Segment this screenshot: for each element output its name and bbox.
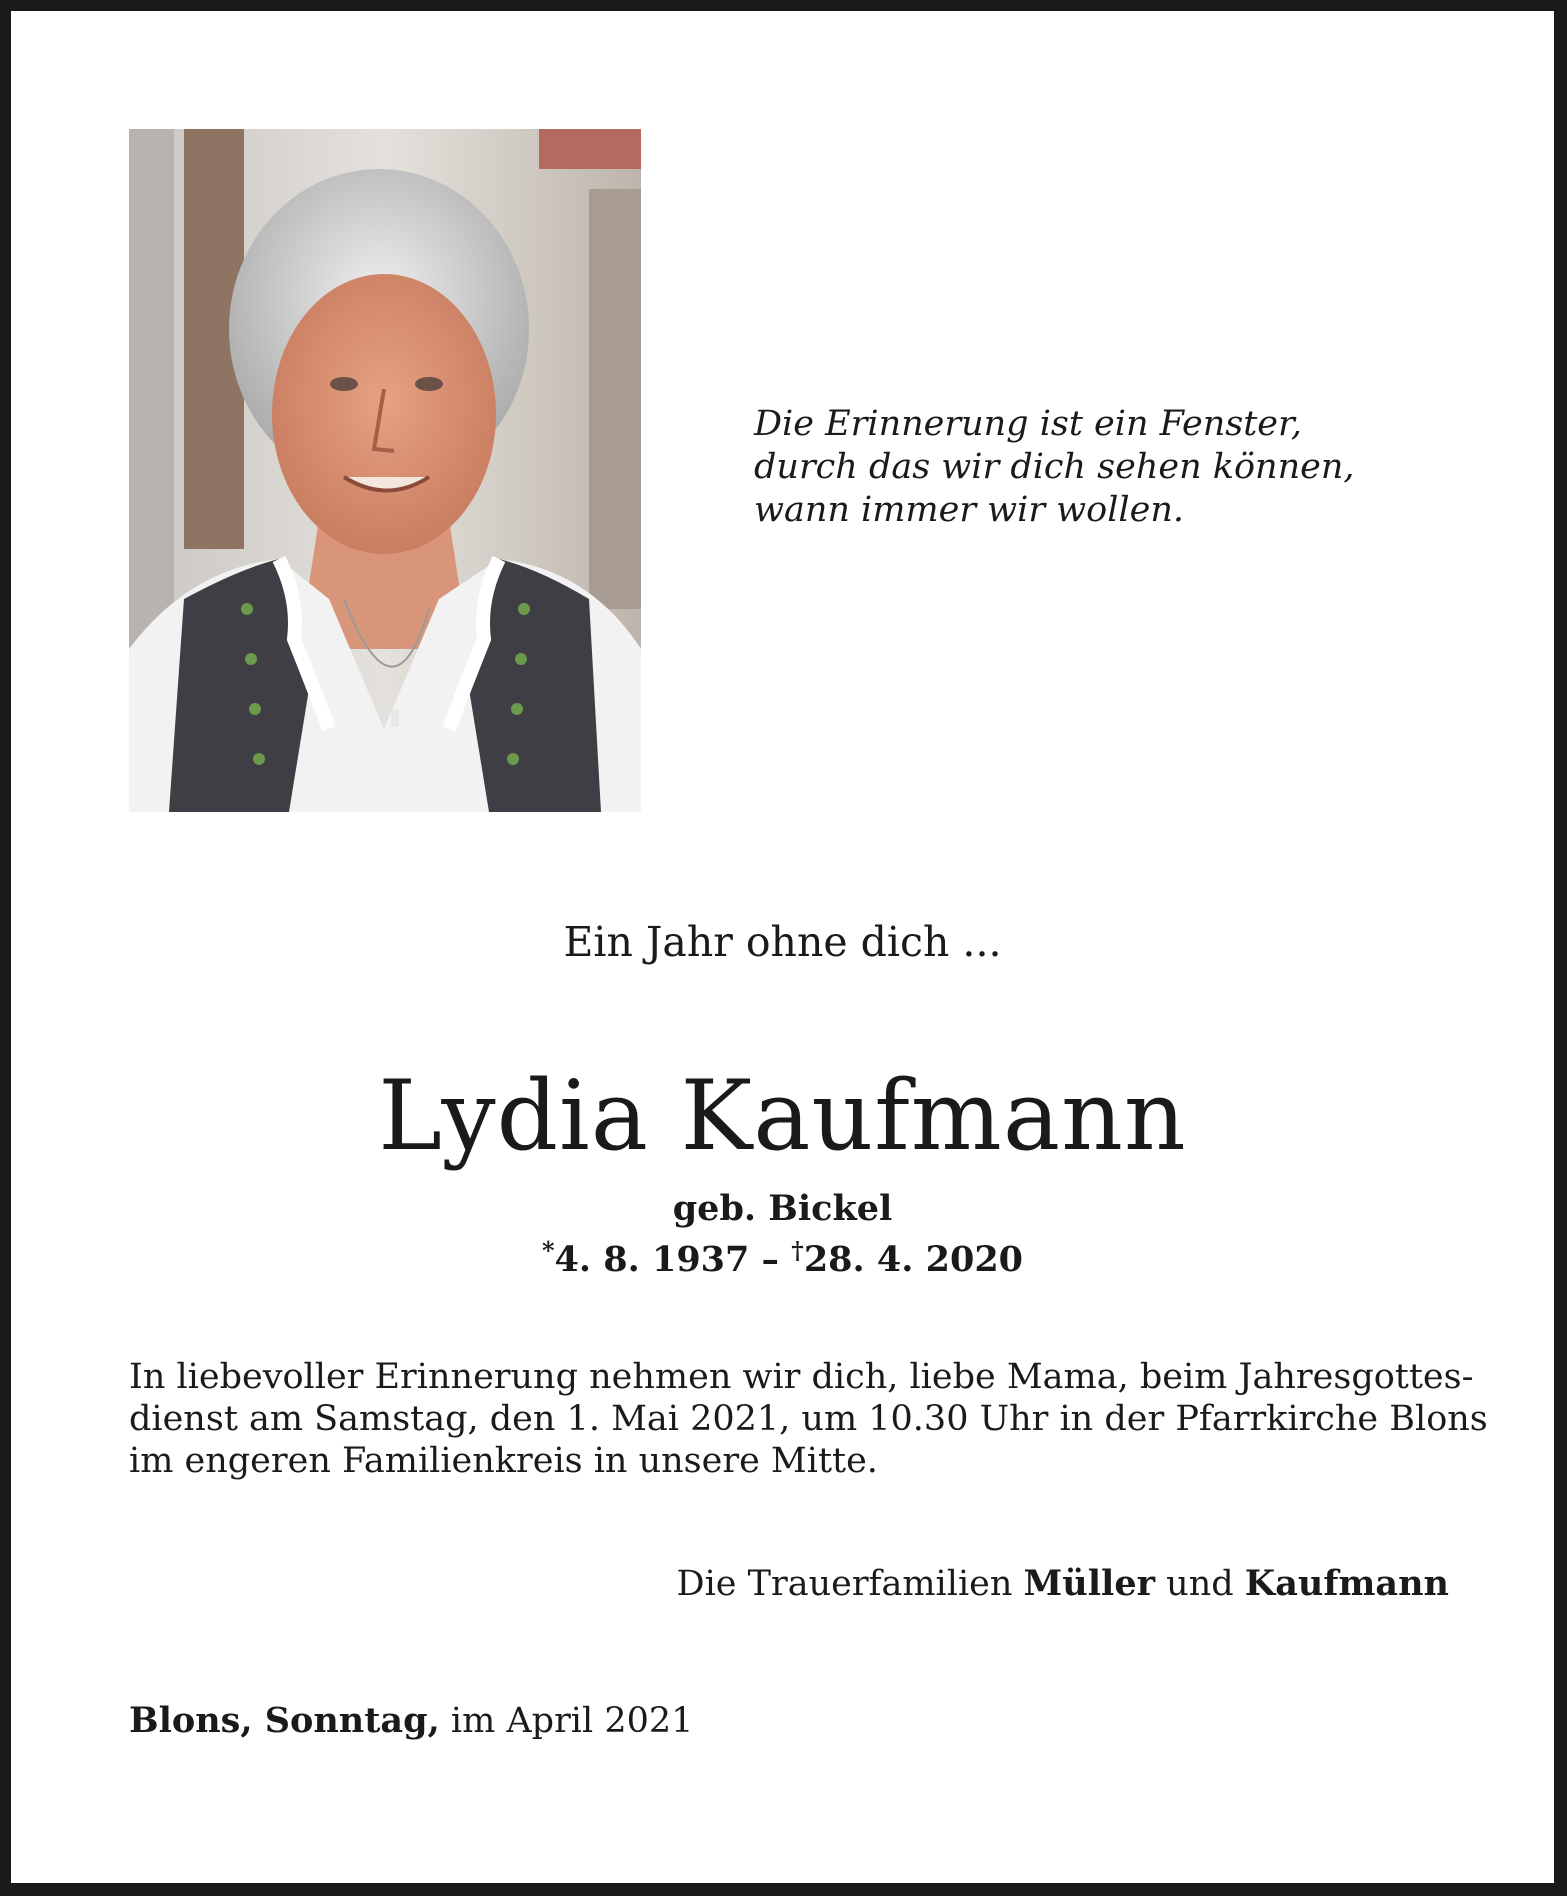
- death-date: 28. 4. 2020: [803, 1239, 1024, 1280]
- announcement-line: In liebevoller Erinnerung nehmen wir dich, liebe Mama, beim Jahresgottes-: [129, 1357, 1474, 1397]
- announcement-line: dienst am Samstag, den 1. Mai 2021, um 10.30 Uhr in der Pfarrkirche Blons: [129, 1399, 1488, 1439]
- place-name: Blons, Sonntag,: [129, 1700, 440, 1741]
- quote-line: Die Erinnerung ist ein Fenster,: [754, 404, 1303, 444]
- memorial-announcement: [129, 1356, 1488, 1482]
- quote-line: wann immer wir wollen.: [754, 490, 1184, 530]
- family-signoff: [129, 1562, 1449, 1606]
- date-separator: –: [749, 1239, 792, 1280]
- announcement-line: im engeren Familienkreis in unsere Mitte.: [129, 1441, 878, 1481]
- quote-line: durch das wir dich sehen können,: [754, 447, 1355, 487]
- deceased-name: Lydia Kaufmann: [378, 1060, 1187, 1172]
- maiden-name: geb. Bickel: [672, 1188, 893, 1229]
- portrait-photo: [129, 129, 641, 812]
- memorial-quote: [754, 403, 1374, 532]
- publication-date: im April 2021: [439, 1701, 694, 1741]
- life-dates: [11, 1229, 1554, 1282]
- family-name: Kaufmann: [1244, 1563, 1449, 1604]
- birth-date: 4. 8. 1937: [554, 1239, 750, 1280]
- place-and-date: [129, 1699, 1029, 1743]
- intro-line: Ein Jahr ohne dich ...: [563, 918, 1002, 966]
- obituary-card: [11, 11, 1554, 1883]
- death-symbol: †: [791, 1236, 804, 1265]
- birth-symbol: *: [541, 1236, 555, 1265]
- family-name: Müller: [1023, 1563, 1156, 1604]
- signoff-prefix: Die Trauerfamilien: [676, 1564, 1024, 1604]
- signoff-connector: und: [1155, 1564, 1245, 1604]
